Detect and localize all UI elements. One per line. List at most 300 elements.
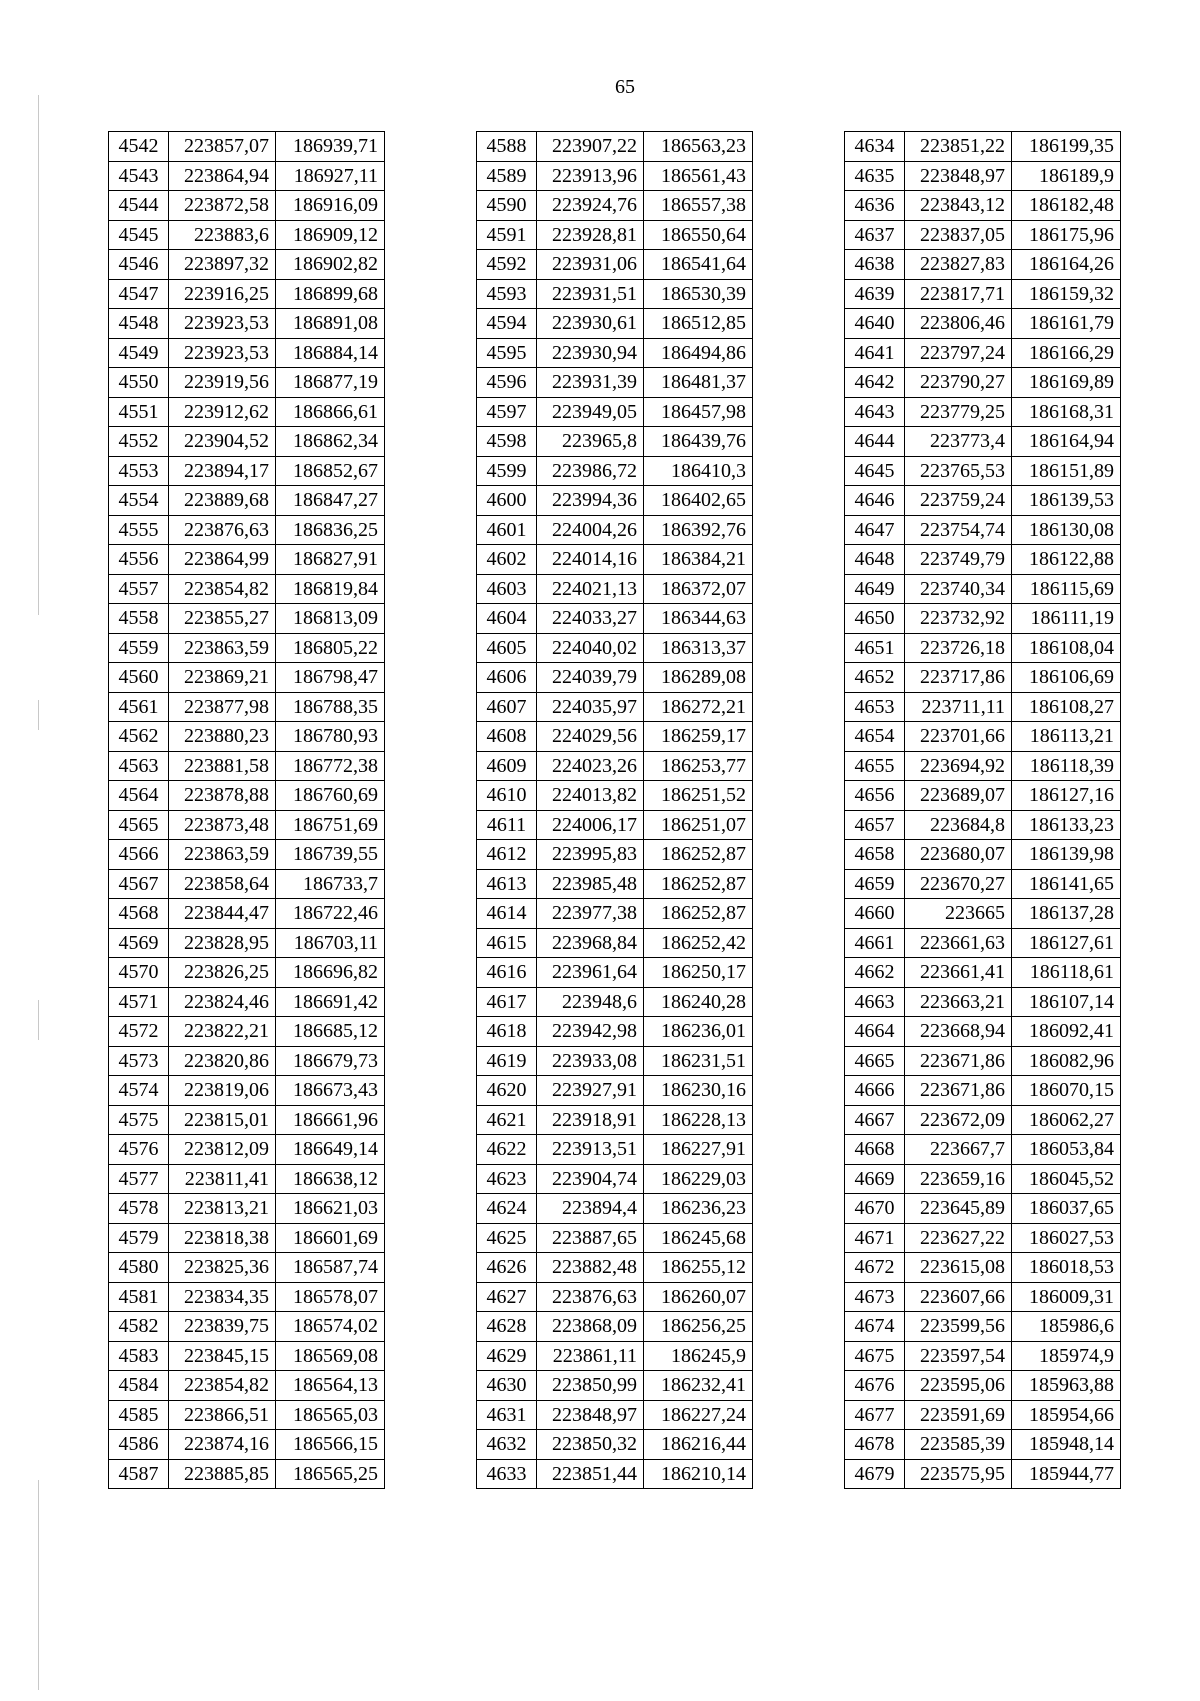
y-coordinate-cell: 186199,35 (1012, 132, 1121, 162)
x-coordinate-cell: 224014,16 (537, 545, 644, 575)
point-number-cell: 4628 (477, 1312, 537, 1342)
y-coordinate-cell: 186564,13 (276, 1371, 385, 1401)
y-coordinate-cell: 186151,89 (1012, 456, 1121, 486)
x-coordinate-cell: 223680,07 (905, 840, 1012, 870)
point-number-cell: 4562 (109, 722, 169, 752)
point-number-cell: 4663 (845, 987, 905, 1017)
y-coordinate-cell: 186909,12 (276, 220, 385, 250)
y-coordinate-cell: 186108,27 (1012, 692, 1121, 722)
table-row (109, 132, 385, 162)
point-number-cell: 4558 (109, 604, 169, 634)
y-coordinate-cell: 186827,91 (276, 545, 385, 575)
point-number-cell: 4584 (109, 1371, 169, 1401)
x-coordinate-cell: 223965,8 (537, 427, 644, 457)
coordinate-table (108, 131, 385, 1489)
table-row (845, 1223, 1121, 1253)
x-coordinate-cell: 223854,82 (169, 574, 276, 604)
point-number-cell: 4644 (845, 427, 905, 457)
table-row (477, 191, 753, 221)
y-coordinate-cell: 186891,08 (276, 309, 385, 339)
y-coordinate-cell: 186161,79 (1012, 309, 1121, 339)
x-coordinate-cell: 223858,64 (169, 869, 276, 899)
point-number-cell: 4605 (477, 633, 537, 663)
x-coordinate-cell: 223918,91 (537, 1105, 644, 1135)
table-row (477, 1371, 753, 1401)
y-coordinate-cell: 186256,25 (644, 1312, 753, 1342)
table-row (477, 309, 753, 339)
x-coordinate-cell: 223575,95 (905, 1459, 1012, 1489)
scan-margin-line (38, 1000, 39, 1040)
x-coordinate-cell: 223837,05 (905, 220, 1012, 250)
x-coordinate-cell: 223717,86 (905, 663, 1012, 693)
page-number: 65 (615, 76, 635, 98)
coordinate-table (844, 131, 1121, 1489)
table-row (477, 250, 753, 280)
y-coordinate-cell: 186122,88 (1012, 545, 1121, 575)
y-coordinate-cell: 186260,07 (644, 1282, 753, 1312)
y-coordinate-cell: 186108,04 (1012, 633, 1121, 663)
table-row (845, 545, 1121, 575)
point-number-cell: 4603 (477, 574, 537, 604)
x-coordinate-cell: 223595,06 (905, 1371, 1012, 1401)
y-coordinate-cell: 186561,43 (644, 161, 753, 191)
point-number-cell: 4668 (845, 1135, 905, 1165)
table-row (845, 486, 1121, 516)
point-number-cell: 4629 (477, 1341, 537, 1371)
y-coordinate-cell: 186127,16 (1012, 781, 1121, 811)
point-number-cell: 4542 (109, 132, 169, 162)
table-row (477, 781, 753, 811)
y-coordinate-cell: 186240,28 (644, 987, 753, 1017)
y-coordinate-cell: 186372,07 (644, 574, 753, 604)
y-coordinate-cell: 186229,03 (644, 1164, 753, 1194)
x-coordinate-cell: 223843,12 (905, 191, 1012, 221)
table-row (477, 1046, 753, 1076)
table-row (845, 810, 1121, 840)
y-coordinate-cell: 186139,98 (1012, 840, 1121, 870)
table-row (845, 161, 1121, 191)
x-coordinate-cell: 224021,13 (537, 574, 644, 604)
table-row (845, 1017, 1121, 1047)
y-coordinate-cell: 186557,38 (644, 191, 753, 221)
x-coordinate-cell: 223661,41 (905, 958, 1012, 988)
table-row (109, 604, 385, 634)
table-row (845, 1105, 1121, 1135)
point-number-cell: 4587 (109, 1459, 169, 1489)
table-row (109, 1194, 385, 1224)
x-coordinate-cell: 223913,96 (537, 161, 644, 191)
x-coordinate-cell: 223864,94 (169, 161, 276, 191)
x-coordinate-cell: 223663,21 (905, 987, 1012, 1017)
y-coordinate-cell: 186916,09 (276, 191, 385, 221)
table-row (109, 869, 385, 899)
point-number-cell: 4610 (477, 781, 537, 811)
point-number-cell: 4543 (109, 161, 169, 191)
point-number-cell: 4577 (109, 1164, 169, 1194)
point-number-cell: 4590 (477, 191, 537, 221)
x-coordinate-cell: 223930,61 (537, 309, 644, 339)
y-coordinate-cell: 186565,25 (276, 1459, 385, 1489)
x-coordinate-cell: 223851,22 (905, 132, 1012, 162)
point-number-cell: 4556 (109, 545, 169, 575)
y-coordinate-cell: 186601,69 (276, 1223, 385, 1253)
table-row (477, 1135, 753, 1165)
y-coordinate-cell: 186805,22 (276, 633, 385, 663)
table-row (845, 191, 1121, 221)
point-number-cell: 4677 (845, 1400, 905, 1430)
point-number-cell: 4670 (845, 1194, 905, 1224)
point-number-cell: 4661 (845, 928, 905, 958)
point-number-cell: 4653 (845, 692, 905, 722)
x-coordinate-cell: 223813,21 (169, 1194, 276, 1224)
y-coordinate-cell: 186141,65 (1012, 869, 1121, 899)
y-coordinate-cell: 186569,08 (276, 1341, 385, 1371)
x-coordinate-cell: 223882,48 (537, 1253, 644, 1283)
table-row (845, 1430, 1121, 1460)
y-coordinate-cell: 186018,53 (1012, 1253, 1121, 1283)
point-number-cell: 4550 (109, 368, 169, 398)
table-row (109, 1017, 385, 1047)
table-row (845, 987, 1121, 1017)
y-coordinate-cell: 186563,23 (644, 132, 753, 162)
point-number-cell: 4557 (109, 574, 169, 604)
point-number-cell: 4581 (109, 1282, 169, 1312)
y-coordinate-cell: 186227,24 (644, 1400, 753, 1430)
table-row (109, 456, 385, 486)
x-coordinate-cell: 223850,32 (537, 1430, 644, 1460)
y-coordinate-cell: 186164,26 (1012, 250, 1121, 280)
coordinate-table-body (845, 132, 1121, 1489)
table-row (109, 161, 385, 191)
y-coordinate-cell: 186574,02 (276, 1312, 385, 1342)
table-row (109, 250, 385, 280)
table-row (109, 1076, 385, 1106)
point-number-cell: 4608 (477, 722, 537, 752)
x-coordinate-cell: 223627,22 (905, 1223, 1012, 1253)
y-coordinate-cell: 186175,96 (1012, 220, 1121, 250)
x-coordinate-cell: 223779,25 (905, 397, 1012, 427)
x-coordinate-cell: 223665 (905, 899, 1012, 929)
x-coordinate-cell: 223876,63 (537, 1282, 644, 1312)
table-row (845, 309, 1121, 339)
point-number-cell: 4549 (109, 338, 169, 368)
table-row (477, 722, 753, 752)
point-number-cell: 4563 (109, 751, 169, 781)
y-coordinate-cell: 186927,11 (276, 161, 385, 191)
x-coordinate-cell: 223919,56 (169, 368, 276, 398)
point-number-cell: 4566 (109, 840, 169, 870)
coordinate-table-body (477, 132, 753, 1489)
point-number-cell: 4619 (477, 1046, 537, 1076)
y-coordinate-cell: 186798,47 (276, 663, 385, 693)
y-coordinate-cell: 186530,39 (644, 279, 753, 309)
x-coordinate-cell: 223913,51 (537, 1135, 644, 1165)
point-number-cell: 4555 (109, 515, 169, 545)
y-coordinate-cell: 186481,37 (644, 368, 753, 398)
x-coordinate-cell: 223930,94 (537, 338, 644, 368)
table-row (845, 1282, 1121, 1312)
table-row (477, 368, 753, 398)
y-coordinate-cell: 186410,3 (644, 456, 753, 486)
x-coordinate-cell: 223923,53 (169, 338, 276, 368)
point-number-cell: 4666 (845, 1076, 905, 1106)
point-number-cell: 4559 (109, 633, 169, 663)
point-number-cell: 4609 (477, 751, 537, 781)
y-coordinate-cell: 186673,43 (276, 1076, 385, 1106)
point-number-cell: 4633 (477, 1459, 537, 1489)
x-coordinate-cell: 223839,75 (169, 1312, 276, 1342)
point-number-cell: 4553 (109, 456, 169, 486)
point-number-cell: 4585 (109, 1400, 169, 1430)
y-coordinate-cell: 186164,94 (1012, 427, 1121, 457)
table-row (109, 1223, 385, 1253)
x-coordinate-cell: 223866,51 (169, 1400, 276, 1430)
y-coordinate-cell: 186070,15 (1012, 1076, 1121, 1106)
point-number-cell: 4635 (845, 161, 905, 191)
y-coordinate-cell: 186045,52 (1012, 1164, 1121, 1194)
point-number-cell: 4627 (477, 1282, 537, 1312)
point-number-cell: 4620 (477, 1076, 537, 1106)
y-coordinate-cell: 186344,63 (644, 604, 753, 634)
point-number-cell: 4565 (109, 810, 169, 840)
point-number-cell: 4607 (477, 692, 537, 722)
point-number-cell: 4641 (845, 338, 905, 368)
coordinate-table (476, 131, 753, 1489)
y-coordinate-cell: 186733,7 (276, 869, 385, 899)
x-coordinate-cell: 223773,4 (905, 427, 1012, 457)
x-coordinate-cell: 223615,08 (905, 1253, 1012, 1283)
y-coordinate-cell: 186541,64 (644, 250, 753, 280)
y-coordinate-cell: 186877,19 (276, 368, 385, 398)
x-coordinate-cell: 223985,48 (537, 869, 644, 899)
point-number-cell: 4664 (845, 1017, 905, 1047)
x-coordinate-cell: 223931,06 (537, 250, 644, 280)
table-row (845, 456, 1121, 486)
x-coordinate-cell: 223694,92 (905, 751, 1012, 781)
point-number-cell: 4658 (845, 840, 905, 870)
point-number-cell: 4570 (109, 958, 169, 988)
table-row (109, 1282, 385, 1312)
x-coordinate-cell: 223684,8 (905, 810, 1012, 840)
point-number-cell: 4560 (109, 663, 169, 693)
table-row (477, 840, 753, 870)
table-row (477, 1430, 753, 1460)
table-row (477, 810, 753, 840)
x-coordinate-cell: 224013,82 (537, 781, 644, 811)
table-row (477, 869, 753, 899)
x-coordinate-cell: 223933,08 (537, 1046, 644, 1076)
x-coordinate-cell: 223877,98 (169, 692, 276, 722)
table-row (477, 663, 753, 693)
y-coordinate-cell: 186751,69 (276, 810, 385, 840)
table-row (477, 427, 753, 457)
table-row (109, 368, 385, 398)
y-coordinate-cell: 186230,16 (644, 1076, 753, 1106)
point-number-cell: 4679 (845, 1459, 905, 1489)
x-coordinate-cell: 223995,83 (537, 840, 644, 870)
table-row (845, 515, 1121, 545)
x-coordinate-cell: 223834,35 (169, 1282, 276, 1312)
point-number-cell: 4572 (109, 1017, 169, 1047)
table-row (845, 1253, 1121, 1283)
x-coordinate-cell: 223790,27 (905, 368, 1012, 398)
table-row (109, 1105, 385, 1135)
point-number-cell: 4602 (477, 545, 537, 575)
point-number-cell: 4660 (845, 899, 905, 929)
point-number-cell: 4632 (477, 1430, 537, 1460)
point-number-cell: 4589 (477, 161, 537, 191)
x-coordinate-cell: 223671,86 (905, 1046, 1012, 1076)
x-coordinate-cell: 223740,34 (905, 574, 1012, 604)
table-row (477, 515, 753, 545)
table-row (477, 1164, 753, 1194)
scan-margin-line (38, 700, 39, 730)
y-coordinate-cell: 186251,07 (644, 810, 753, 840)
point-number-cell: 4639 (845, 279, 905, 309)
point-number-cell: 4648 (845, 545, 905, 575)
x-coordinate-cell: 223701,66 (905, 722, 1012, 752)
table-row (845, 692, 1121, 722)
coordinate-table-body (109, 132, 385, 1489)
table-row (109, 1341, 385, 1371)
point-number-cell: 4654 (845, 722, 905, 752)
x-coordinate-cell: 223845,15 (169, 1341, 276, 1371)
y-coordinate-cell: 186899,68 (276, 279, 385, 309)
x-coordinate-cell: 223597,54 (905, 1341, 1012, 1371)
x-coordinate-cell: 223661,63 (905, 928, 1012, 958)
y-coordinate-cell: 186259,17 (644, 722, 753, 752)
point-number-cell: 4600 (477, 486, 537, 516)
x-coordinate-cell: 223812,09 (169, 1135, 276, 1165)
table-row (109, 751, 385, 781)
point-number-cell: 4624 (477, 1194, 537, 1224)
y-coordinate-cell: 186439,76 (644, 427, 753, 457)
table-row (845, 633, 1121, 663)
y-coordinate-cell: 186384,21 (644, 545, 753, 575)
table-row (477, 1400, 753, 1430)
table-row (477, 456, 753, 486)
scan-margin-line (38, 95, 39, 615)
point-number-cell: 4672 (845, 1253, 905, 1283)
point-number-cell: 4678 (845, 1430, 905, 1460)
point-number-cell: 4652 (845, 663, 905, 693)
table-row (845, 132, 1121, 162)
table-row (477, 958, 753, 988)
x-coordinate-cell: 223670,27 (905, 869, 1012, 899)
point-number-cell: 4583 (109, 1341, 169, 1371)
table-row (845, 1194, 1121, 1224)
y-coordinate-cell: 185986,6 (1012, 1312, 1121, 1342)
point-number-cell: 4631 (477, 1400, 537, 1430)
x-coordinate-cell: 223923,53 (169, 309, 276, 339)
point-number-cell: 4621 (477, 1105, 537, 1135)
table-row (109, 781, 385, 811)
point-number-cell: 4597 (477, 397, 537, 427)
y-coordinate-cell: 186939,71 (276, 132, 385, 162)
y-coordinate-cell: 186182,48 (1012, 191, 1121, 221)
y-coordinate-cell: 186512,85 (644, 309, 753, 339)
y-coordinate-cell: 186251,52 (644, 781, 753, 811)
y-coordinate-cell: 186696,82 (276, 958, 385, 988)
x-coordinate-cell: 223880,23 (169, 722, 276, 752)
point-number-cell: 4569 (109, 928, 169, 958)
table-row (477, 1105, 753, 1135)
table-row (477, 1076, 753, 1106)
point-number-cell: 4626 (477, 1253, 537, 1283)
x-coordinate-cell: 223912,62 (169, 397, 276, 427)
point-number-cell: 4579 (109, 1223, 169, 1253)
y-coordinate-cell: 186210,14 (644, 1459, 753, 1489)
x-coordinate-cell: 223815,01 (169, 1105, 276, 1135)
point-number-cell: 4662 (845, 958, 905, 988)
x-coordinate-cell: 223820,86 (169, 1046, 276, 1076)
y-coordinate-cell: 186216,44 (644, 1430, 753, 1460)
x-coordinate-cell: 223599,56 (905, 1312, 1012, 1342)
point-number-cell: 4646 (845, 486, 905, 516)
point-number-cell: 4544 (109, 191, 169, 221)
y-coordinate-cell: 186638,12 (276, 1164, 385, 1194)
table-row (109, 1400, 385, 1430)
x-coordinate-cell: 223732,92 (905, 604, 1012, 634)
point-number-cell: 4586 (109, 1430, 169, 1460)
x-coordinate-cell: 223894,4 (537, 1194, 644, 1224)
x-coordinate-cell: 224004,26 (537, 515, 644, 545)
table-row (845, 1076, 1121, 1106)
table-row (109, 1371, 385, 1401)
y-coordinate-cell: 186252,42 (644, 928, 753, 958)
y-coordinate-cell: 186578,07 (276, 1282, 385, 1312)
x-coordinate-cell: 223863,59 (169, 633, 276, 663)
y-coordinate-cell: 186884,14 (276, 338, 385, 368)
point-number-cell: 4634 (845, 132, 905, 162)
y-coordinate-cell: 186118,61 (1012, 958, 1121, 988)
point-number-cell: 4599 (477, 456, 537, 486)
y-coordinate-cell: 186691,42 (276, 987, 385, 1017)
point-number-cell: 4665 (845, 1046, 905, 1076)
table-row (109, 1164, 385, 1194)
y-coordinate-cell: 186228,13 (644, 1105, 753, 1135)
y-coordinate-cell: 186232,41 (644, 1371, 753, 1401)
point-number-cell: 4567 (109, 869, 169, 899)
table-row (109, 515, 385, 545)
y-coordinate-cell: 186236,23 (644, 1194, 753, 1224)
point-number-cell: 4615 (477, 928, 537, 958)
x-coordinate-cell: 223827,83 (905, 250, 1012, 280)
table-row (109, 958, 385, 988)
y-coordinate-cell: 186902,82 (276, 250, 385, 280)
y-coordinate-cell: 186231,51 (644, 1046, 753, 1076)
x-coordinate-cell: 223942,98 (537, 1017, 644, 1047)
x-coordinate-cell: 224033,27 (537, 604, 644, 634)
y-coordinate-cell: 186139,53 (1012, 486, 1121, 516)
table-row (477, 1282, 753, 1312)
table-row (845, 220, 1121, 250)
y-coordinate-cell: 186780,93 (276, 722, 385, 752)
x-coordinate-cell: 223878,88 (169, 781, 276, 811)
table-row (109, 545, 385, 575)
table-row (845, 928, 1121, 958)
table-row (477, 1194, 753, 1224)
y-coordinate-cell: 186819,84 (276, 574, 385, 604)
table-row (109, 191, 385, 221)
table-row (845, 250, 1121, 280)
y-coordinate-cell: 186250,17 (644, 958, 753, 988)
point-number-cell: 4649 (845, 574, 905, 604)
table-row (845, 663, 1121, 693)
y-coordinate-cell: 186494,86 (644, 338, 753, 368)
y-coordinate-cell: 186245,9 (644, 1341, 753, 1371)
table-row (477, 1459, 753, 1489)
